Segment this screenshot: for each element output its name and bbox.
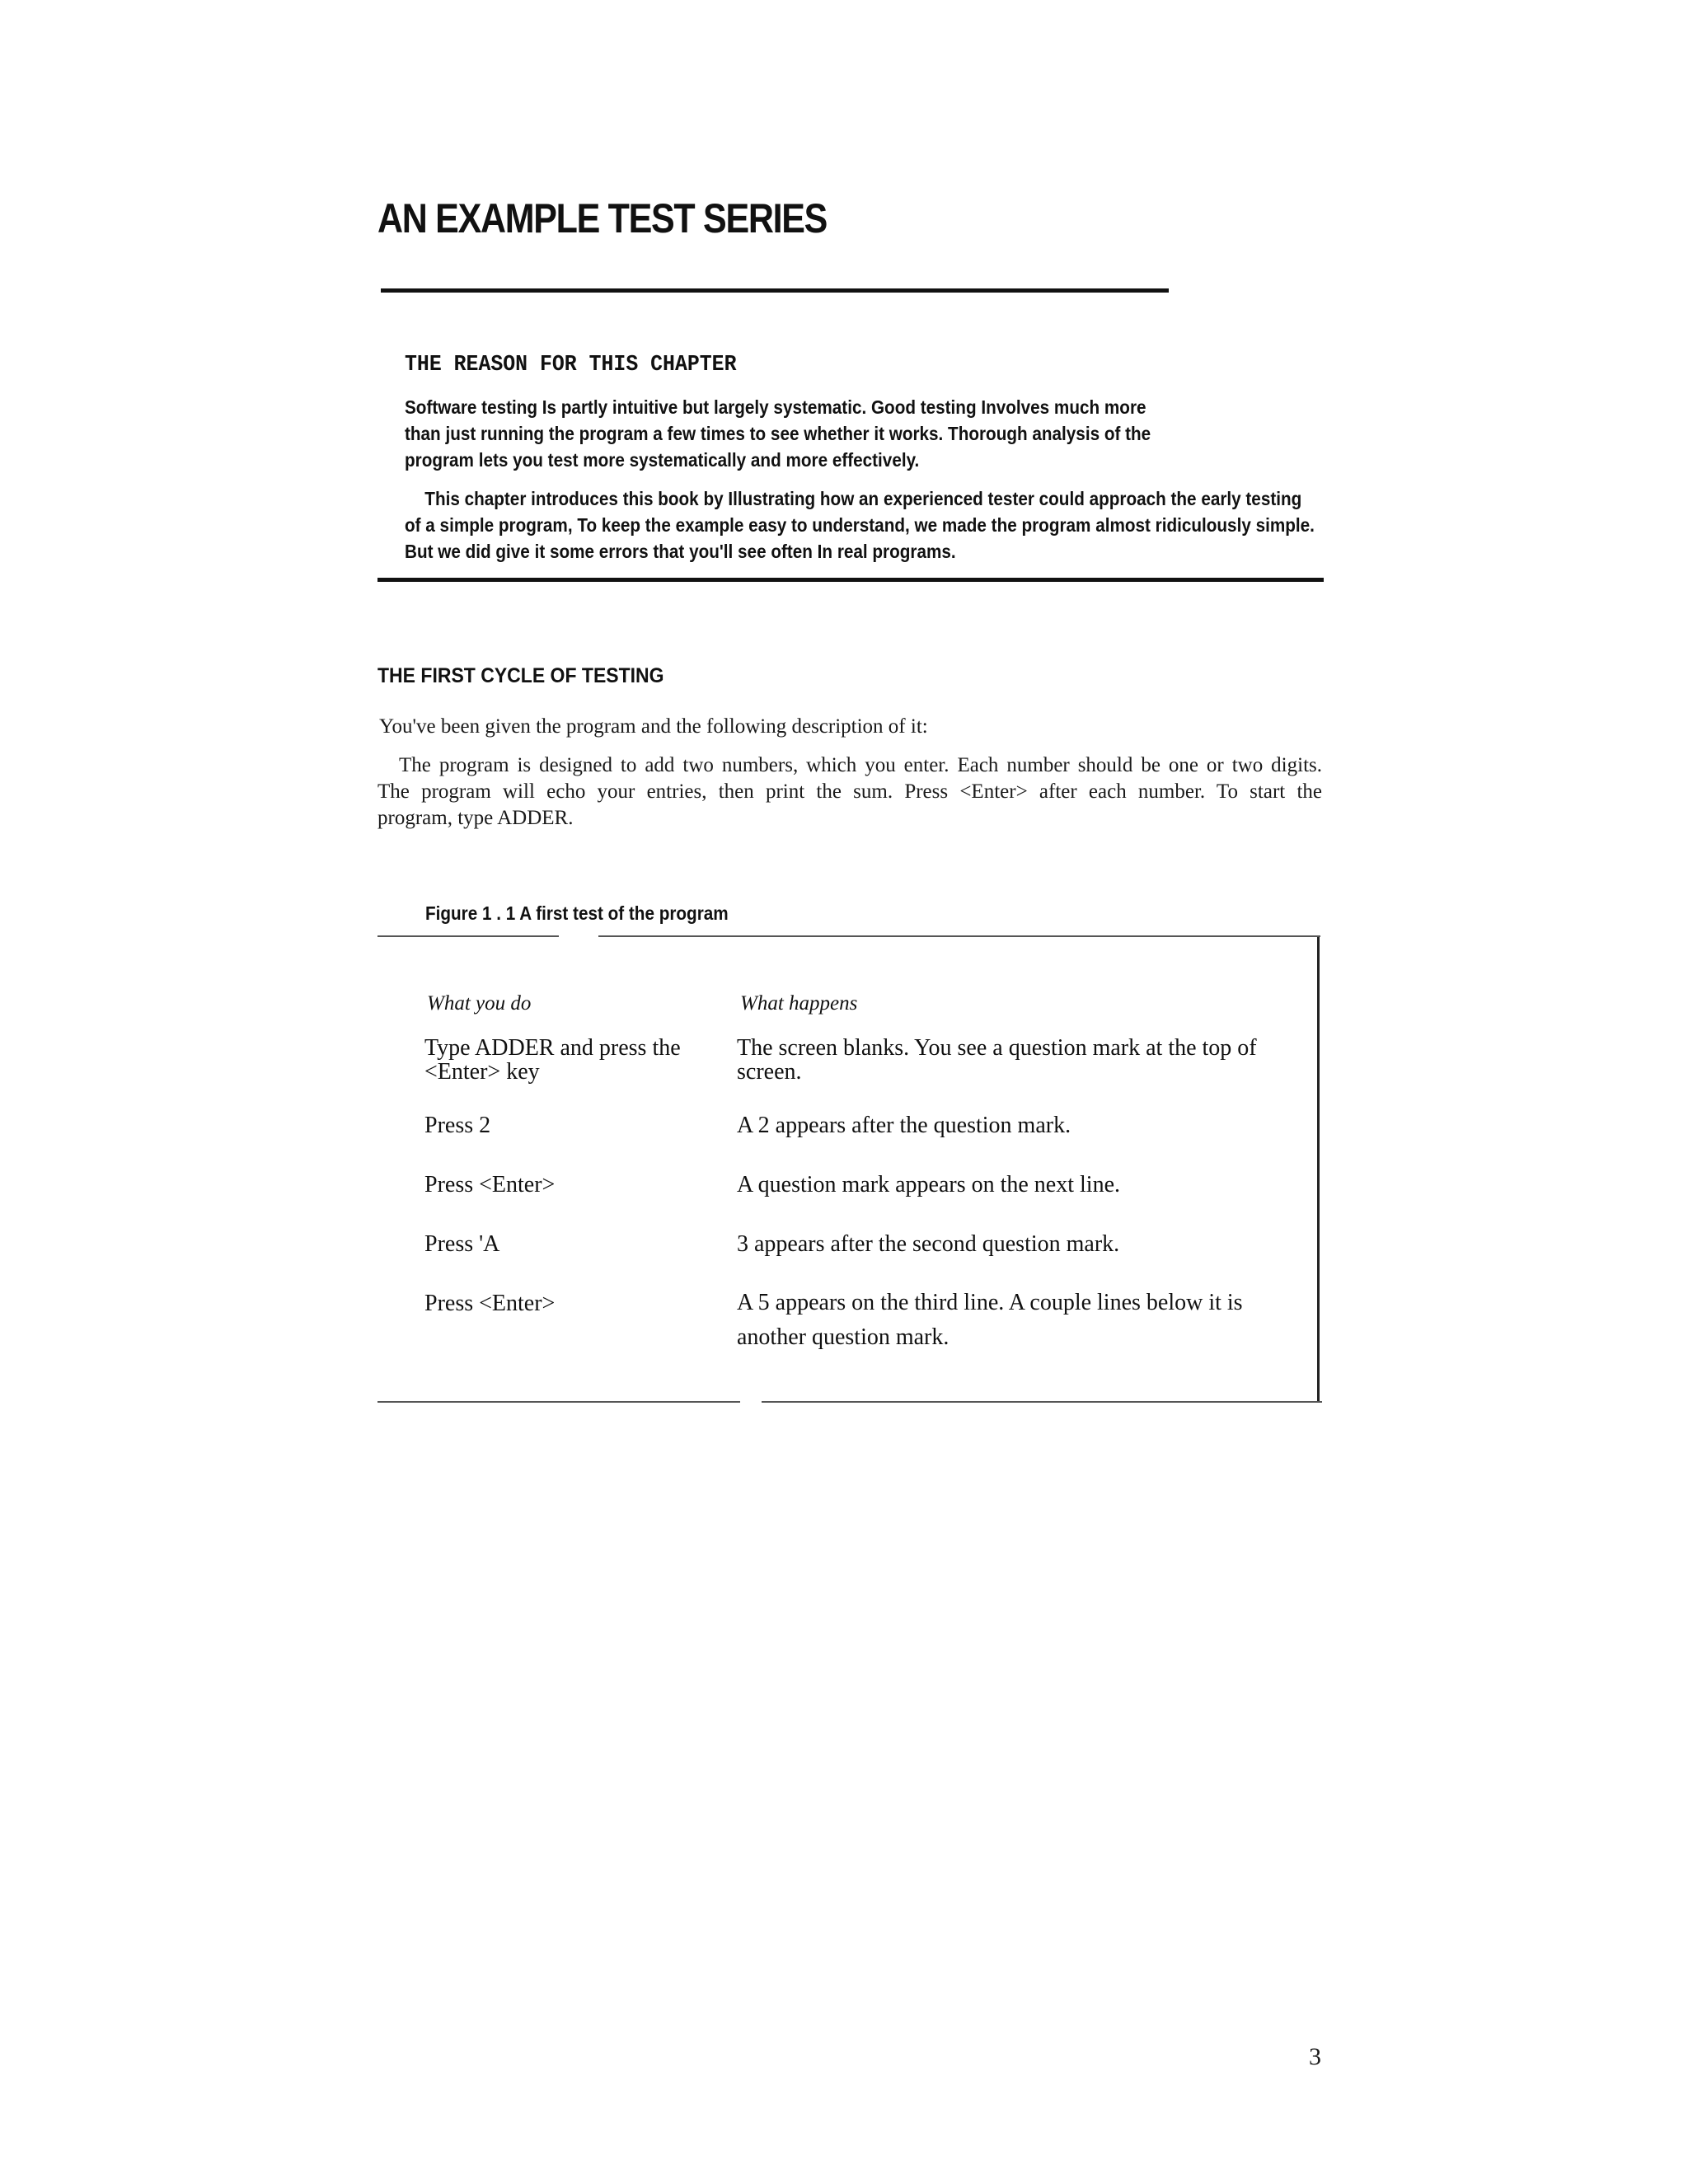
step-action: Press <Enter> (424, 1291, 556, 1316)
chapter-title: AN EXAMPLE TEST SERIES (377, 195, 828, 241)
figure-top-rule (377, 935, 559, 937)
reason-p1-line: than just running the program a few times to see whether it works. Thorough analysis of the (405, 423, 1151, 444)
reason-paragraph-1 (405, 394, 1151, 473)
step-result: The screen blanks. You see a question mark at the top of screen. (737, 1035, 1257, 1085)
reason-p1-line: Software testing Is partly intuitive but largely systematic. Good testing Involves much more (405, 396, 1146, 418)
reason-p1-line: program lets you test more systematically and more effectively. (405, 449, 920, 471)
description-line: program, type ADDER. (377, 807, 574, 829)
title-rule (381, 288, 1169, 293)
step-action: Press 2 (424, 1113, 491, 1138)
description-line: The program is designed to add two numbers, which you enter. Each number should be one or two digits. (399, 754, 1322, 776)
step-action: Press 'A (424, 1231, 500, 1257)
reason-p2-line: of a simple program, To keep the example easy to understand, we made the program almost ridiculously simple. (405, 514, 1315, 536)
figure-bottom-rule (377, 1401, 740, 1403)
step-action: Press <Enter> (424, 1172, 556, 1197)
page-number: 3 (1309, 2043, 1321, 2070)
program-description (377, 752, 1322, 832)
reason-paragraph-2 (405, 485, 1315, 565)
column-header-what-happens: What happens (740, 992, 858, 1015)
step-action: Type ADDER and press the <Enter> key (424, 1035, 681, 1085)
step-result: A 2 appears after the question mark. (737, 1113, 1071, 1138)
section-heading: THE FIRST CYCLE OF TESTING (377, 664, 664, 687)
reason-p2-line: This chapter introduces this book by Illustrating how an experienced tester could approach the early testing (424, 488, 1302, 509)
step-result: A 5 appears on the third line. A couple lines below it is another question mark. (737, 1290, 1243, 1350)
reason-heading: THE REASON FOR THIS CHAPTER (405, 353, 737, 377)
step-result: 3 appears after the second question mark. (737, 1231, 1120, 1257)
figure-caption: Figure 1 . 1 A first test of the program (425, 902, 729, 924)
reason-box-rule (377, 578, 1324, 582)
figure-right-border (1317, 937, 1320, 1403)
section-intro: You've been given the program and the following description of it: (379, 715, 928, 738)
figure-top-rule (598, 935, 1320, 937)
column-header-what-you-do: What you do (427, 992, 532, 1015)
step-result: A question mark appears on the next line. (737, 1172, 1120, 1197)
reason-p2-line: But we did give it some errors that you'll see often In real programs. (405, 541, 956, 562)
description-line: The program will echo your entries, then print the sum. Press <Enter> after each number. To start the (377, 780, 1322, 803)
figure-bottom-rule (762, 1401, 1322, 1403)
